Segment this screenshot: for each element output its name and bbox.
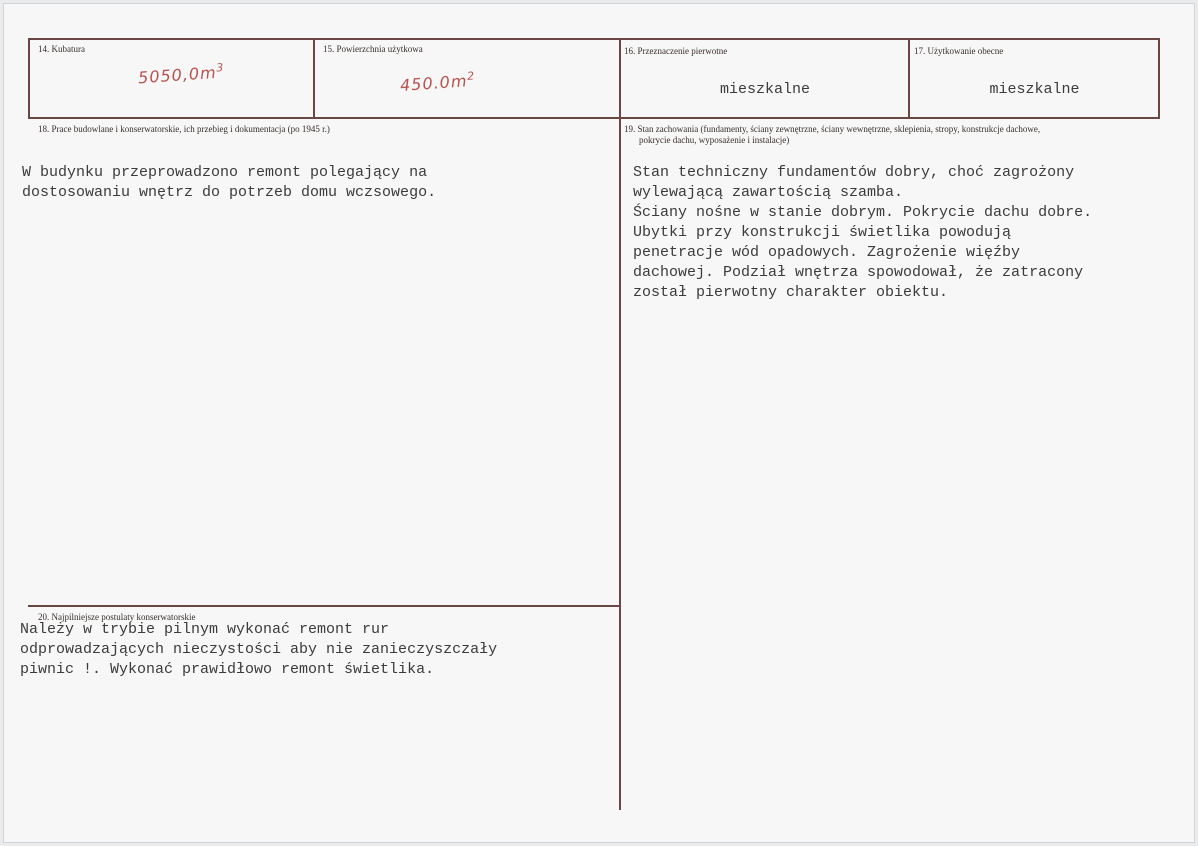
field-17-label: 17. Użytkowanie obecne bbox=[914, 46, 1004, 56]
field-15-label: 15. Powierzchnia użytkowa bbox=[323, 44, 423, 54]
field-16-value: mieszkalne bbox=[719, 81, 810, 98]
divider-15-16 bbox=[619, 38, 621, 810]
field-15-value-unit: m bbox=[450, 71, 469, 92]
field-16-label: 16. Przeznaczenie pierwotne bbox=[624, 46, 728, 56]
field-20-text: Należy w trybie pilnym wykonać remont rur odprowadzających nieczystości aby nie zanieczyszczały piwnic !. Wykonać prawidłowo remont świetlika. bbox=[20, 621, 498, 678]
right-rule bbox=[1158, 38, 1160, 119]
section-20-rule bbox=[28, 605, 621, 607]
field-17-value: mieszkalne bbox=[989, 81, 1080, 98]
field-15-value-exponent: 2 bbox=[466, 69, 476, 83]
divider-16-17 bbox=[908, 38, 910, 119]
field-14-value-number: 5050,0 bbox=[137, 64, 201, 88]
row1-bottom-rule bbox=[28, 117, 1160, 119]
field-19-text: Stan techniczny fundamentów dobry, choć zagrożony wylewającą zawartością szamba. Ściany nośne w stanie dobrym. Pokrycie dachu dobre. Ubytki przy konstrukcji świetlika powodują penetracje wód opadowych. Zagrożenie więźby dachowej. Podział wnętrza spowodował, że zatracony został pierwotny charakter obiektu. bbox=[633, 164, 1093, 301]
top-rule bbox=[28, 38, 1160, 40]
field-19-label-line1: 19. Stan zachowania (fundamenty, ściany zewnętrzne, ściany wewnętrzne, sklepienia, stropy, konstrukcje dachowe, bbox=[624, 124, 1041, 134]
left-rule bbox=[28, 38, 30, 119]
field-14-value-unit: m bbox=[199, 62, 218, 83]
field-18-label: 18. Prace budowlane i konserwatorskie, ich przebieg i dokumentacja (po 1945 r.) bbox=[38, 124, 330, 134]
field-15-value-number: 450.0 bbox=[399, 72, 452, 95]
field-14-label: 14. Kubatura bbox=[38, 44, 85, 54]
divider-14-15 bbox=[313, 38, 315, 119]
field-18-text: W budynku przeprowadzono remont polegający na dostosowaniu wnętrz do potrzeb domu wczsowego. bbox=[22, 164, 437, 201]
field-20-label: 20. Najpilniejsze postulaty konserwatorskie bbox=[38, 612, 196, 622]
field-19-label-line2: pokrycie dachu, wyposażenie i instalacje) bbox=[639, 135, 790, 145]
field-14-value-exponent: 3 bbox=[215, 61, 225, 75]
